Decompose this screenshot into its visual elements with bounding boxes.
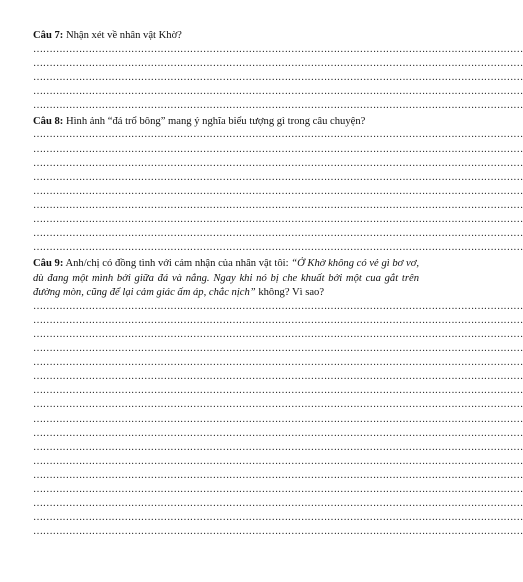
question-8-answer-lines[interactable] <box>33 129 523 256</box>
answer-dotted-line[interactable]: …………………………………………………………………………………………………………………………………… <box>33 441 523 453</box>
answer-dotted-line[interactable]: …………………………………………………………………………………………………………………………………… <box>33 399 523 411</box>
answer-dotted-line[interactable]: …………………………………………………………………………………………………………………………………… <box>33 143 523 155</box>
question-7-prompt <box>33 29 419 44</box>
answer-dotted-line[interactable]: …………………………………………………………………………………………………………………………………… <box>33 129 523 141</box>
question-9-answer-lines[interactable] <box>33 300 523 541</box>
question-7 <box>33 29 523 114</box>
answer-dotted-line[interactable]: …………………………………………………………………………………………………………………………………… <box>33 455 523 467</box>
question-9 <box>33 257 523 540</box>
answer-dotted-line[interactable]: …………………………………………………………………………………………………………………………………… <box>33 427 523 439</box>
question-8 <box>33 115 523 256</box>
answer-dotted-line[interactable]: …………………………………………………………………………………………………………………………………… <box>33 469 523 481</box>
answer-dotted-line[interactable]: …………………………………………………………………………………………………………………………………… <box>33 199 523 211</box>
answer-dotted-line[interactable]: …………………………………………………………………………………………………………………………………… <box>33 357 523 369</box>
answer-dotted-line[interactable]: …………………………………………………………………………………………………………………………………… <box>33 99 523 111</box>
answer-dotted-line[interactable]: …………………………………………………………………………………………………………………………………… <box>33 228 523 240</box>
answer-dotted-line[interactable]: …………………………………………………………………………………………………………………………………… <box>33 314 523 326</box>
answer-dotted-line[interactable]: …………………………………………………………………………………………………………………………………… <box>33 185 523 197</box>
answer-dotted-line[interactable]: …………………………………………………………………………………………………………………………………… <box>33 171 523 183</box>
answer-dotted-line[interactable]: …………………………………………………………………………………………………………………………………… <box>33 43 523 55</box>
question-7-text: Nhận xét về nhân vật Khờ? <box>63 30 182 41</box>
answer-dotted-line[interactable]: …………………………………………………………………………………………………………………………………… <box>33 484 523 496</box>
question-9-text-after: không? Vì sao? <box>255 287 325 299</box>
answer-dotted-line[interactable]: …………………………………………………………………………………………………………………………………… <box>33 85 523 97</box>
question-9-quote: “Ở Khờ không có vẻ gì bơ vơ, dù đang một mình bởi giữa đá và nắng. Ngay khi nó bị che khuất bởi một cua gắt trên đường mòn, cũng để lại cảm giác ấm áp, chắc nịch” <box>33 258 420 299</box>
answer-dotted-line[interactable]: …………………………………………………………………………………………………………………………………… <box>33 343 523 355</box>
answer-dotted-line[interactable]: …………………………………………………………………………………………………………………………………… <box>33 512 523 524</box>
question-9-text-before: Anh/chị có đồng tình với cảm nhận của nhân vật tôi: <box>63 258 292 270</box>
answer-dotted-line[interactable]: …………………………………………………………………………………………………………………………………… <box>33 57 523 69</box>
answer-dotted-line[interactable]: …………………………………………………………………………………………………………………………………… <box>33 242 523 254</box>
answer-dotted-line[interactable]: …………………………………………………………………………………………………………………………………… <box>33 385 523 397</box>
answer-dotted-line[interactable]: …………………………………………………………………………………………………………………………………… <box>33 498 523 510</box>
question-8-text: Hình ảnh “đá trổ bông” mang ý nghĩa biểu tượng gì trong câu chuyện? <box>63 115 366 127</box>
question-8-prompt <box>33 115 419 130</box>
answer-dotted-line[interactable]: …………………………………………………………………………………………………………………………………… <box>33 371 523 383</box>
question-9-label: Câu 9: <box>33 258 64 270</box>
answer-dotted-line[interactable]: …………………………………………………………………………………………………………………………………… <box>33 157 523 169</box>
answer-dotted-line[interactable]: …………………………………………………………………………………………………………………………………… <box>33 300 523 312</box>
question-9-prompt <box>33 257 419 301</box>
question-7-answer-lines[interactable] <box>33 43 523 114</box>
answer-dotted-line[interactable]: …………………………………………………………………………………………………………………………………… <box>33 526 523 538</box>
answer-dotted-line[interactable]: …………………………………………………………………………………………………………………………………… <box>33 214 523 226</box>
answer-dotted-line[interactable]: …………………………………………………………………………………………………………………………………… <box>33 329 523 340</box>
answer-dotted-line[interactable]: …………………………………………………………………………………………………………………………………… <box>33 71 523 83</box>
question-8-label: Câu 8: <box>33 115 64 127</box>
worksheet-page <box>33 29 523 540</box>
answer-dotted-line[interactable]: …………………………………………………………………………………………………………………………………… <box>33 413 523 425</box>
question-7-label: Câu 7: <box>33 30 64 41</box>
